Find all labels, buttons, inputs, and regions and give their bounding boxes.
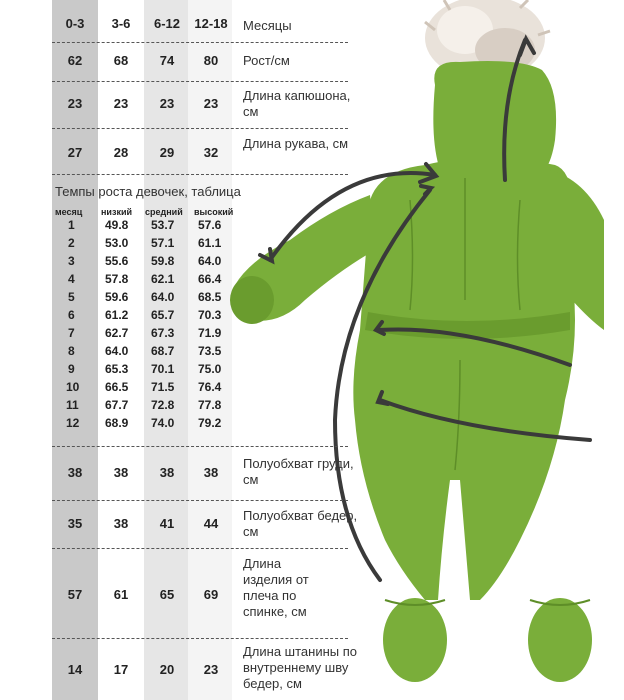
growth-cell: 57.8: [105, 272, 129, 286]
size-cell: 0-3: [65, 16, 85, 31]
growth-row: [50, 308, 250, 325]
growth-header: средний: [145, 207, 183, 217]
growth-cell: 49.8: [105, 218, 129, 232]
growth-cell: 4: [68, 272, 75, 286]
growth-cell: 76.4: [198, 380, 222, 394]
growth-cell: 74.0: [151, 416, 175, 430]
growth-row: [50, 380, 250, 397]
size-cell: 23: [203, 96, 219, 111]
separator: [52, 638, 348, 639]
size-cell: 41: [159, 516, 175, 531]
size-cell: 35: [67, 516, 83, 531]
growth-header: низкий: [101, 207, 133, 217]
growth-row: [50, 254, 250, 271]
growth-cell: 70.1: [151, 362, 175, 376]
growth-row: [50, 416, 250, 433]
growth-cell: 67.7: [105, 398, 129, 412]
growth-cell: 68.7: [151, 344, 175, 358]
separator: [52, 128, 348, 129]
size-cell: 80: [203, 53, 219, 68]
size-cell: 57: [67, 587, 83, 602]
growth-cell: 64.0: [151, 290, 175, 304]
size-cell: 20: [159, 662, 175, 677]
size-cell: 23: [67, 96, 83, 111]
separator: [52, 81, 348, 82]
growth-cell: 62.7: [105, 326, 129, 340]
separator: [52, 446, 348, 447]
growth-row: [50, 362, 250, 379]
growth-cell: 57.1: [151, 236, 175, 250]
growth-cell: 59.8: [151, 254, 175, 268]
growth-cell: 66.4: [198, 272, 222, 286]
size-cell: 23: [159, 96, 175, 111]
growth-cell: 3: [68, 254, 75, 268]
growth-row: [50, 272, 250, 289]
separator: [52, 500, 348, 501]
growth-cell: 8: [68, 344, 75, 358]
growth-cell: 62.1: [151, 272, 175, 286]
size-cell: 28: [113, 145, 129, 160]
row-label: Рост/см: [243, 53, 290, 68]
growth-cell: 71.9: [198, 326, 222, 340]
size-cell: 74: [159, 53, 175, 68]
growth-row: [50, 236, 250, 253]
size-cell: 32: [203, 145, 219, 160]
size-cell: 62: [67, 53, 83, 68]
row-label: Длина штанины по внутреннему шву бедер, см: [243, 644, 357, 691]
growth-cell: 66.5: [105, 380, 129, 394]
size-cell: 38: [159, 465, 175, 480]
growth-cell: 11: [66, 398, 79, 412]
growth-cell: 73.5: [198, 344, 222, 358]
size-cell: 44: [203, 516, 219, 531]
size-cell: 65: [159, 587, 175, 602]
growth-cell: 79.2: [198, 416, 222, 430]
size-cell: 38: [203, 465, 219, 480]
separator: [52, 42, 348, 43]
growth-cell: 2: [68, 236, 75, 250]
growth-cell: 10: [66, 380, 80, 394]
size-cell: 38: [113, 465, 129, 480]
growth-cell: 68.9: [105, 416, 129, 430]
row-label: Длина капюшона, см: [243, 88, 351, 119]
growth-cell: 7: [68, 326, 75, 340]
size-cell: 14: [67, 662, 83, 677]
size-cell: 38: [67, 465, 83, 480]
row-label: Месяцы: [243, 18, 292, 33]
growth-row: [50, 326, 250, 343]
row-label: Длина рукава, см: [243, 136, 349, 151]
size-cell: 38: [113, 516, 129, 531]
growth-cell: 65.7: [151, 308, 175, 322]
size-cell: 12-18: [194, 16, 228, 31]
size-cell: 6-12: [153, 16, 181, 31]
growth-row: [50, 290, 250, 307]
growth-cell: 57.6: [198, 218, 222, 232]
growth-cell: 61.1: [198, 236, 222, 250]
growth-cell: 65.3: [105, 362, 129, 376]
growth-cell: 53.0: [105, 236, 129, 250]
growth-header: месяц: [55, 207, 83, 217]
growth-row: [50, 398, 250, 415]
size-cell: 68: [113, 53, 129, 68]
growth-cell: 71.5: [151, 380, 175, 394]
growth-table-title: Темпы роста девочек, таблица: [55, 184, 241, 199]
row-label: Длина изделия от плеча по спинке, см: [243, 556, 309, 619]
growth-cell: 12: [66, 416, 80, 430]
growth-row: [50, 218, 250, 235]
size-cell: 23: [203, 662, 219, 677]
size-cell: 23: [113, 96, 129, 111]
separator: [52, 174, 348, 175]
growth-cell: 53.7: [151, 218, 175, 232]
row-label: Полуобхват бедер, см: [243, 508, 358, 539]
size-cell: 17: [113, 662, 129, 677]
growth-cell: 68.5: [198, 290, 222, 304]
growth-cell: 5: [68, 290, 75, 304]
size-cell: 3-6: [111, 16, 131, 31]
growth-cell: 1: [68, 218, 75, 232]
growth-cell: 61.2: [105, 308, 129, 322]
growth-cell: 72.8: [151, 398, 175, 412]
growth-cell: 77.8: [198, 398, 222, 412]
growth-cell: 9: [68, 362, 75, 376]
growth-cell: 67.3: [151, 326, 175, 340]
size-cell: 29: [159, 145, 175, 160]
growth-header: высокий: [194, 207, 234, 217]
growth-cell: 75.0: [198, 362, 222, 376]
row-label: Полуобхват груди, см: [243, 456, 354, 487]
growth-cell: 6: [68, 308, 75, 322]
size-cell: 61: [113, 587, 129, 602]
growth-cell: 70.3: [198, 308, 222, 322]
growth-row: [50, 344, 250, 361]
growth-cell: 64.0: [198, 254, 222, 268]
size-cell: 69: [203, 587, 219, 602]
separator: [52, 548, 348, 549]
growth-cell: 59.6: [105, 290, 129, 304]
growth-cell: 64.0: [105, 344, 129, 358]
growth-cell: 55.6: [105, 254, 129, 268]
size-cell: 27: [67, 145, 83, 160]
